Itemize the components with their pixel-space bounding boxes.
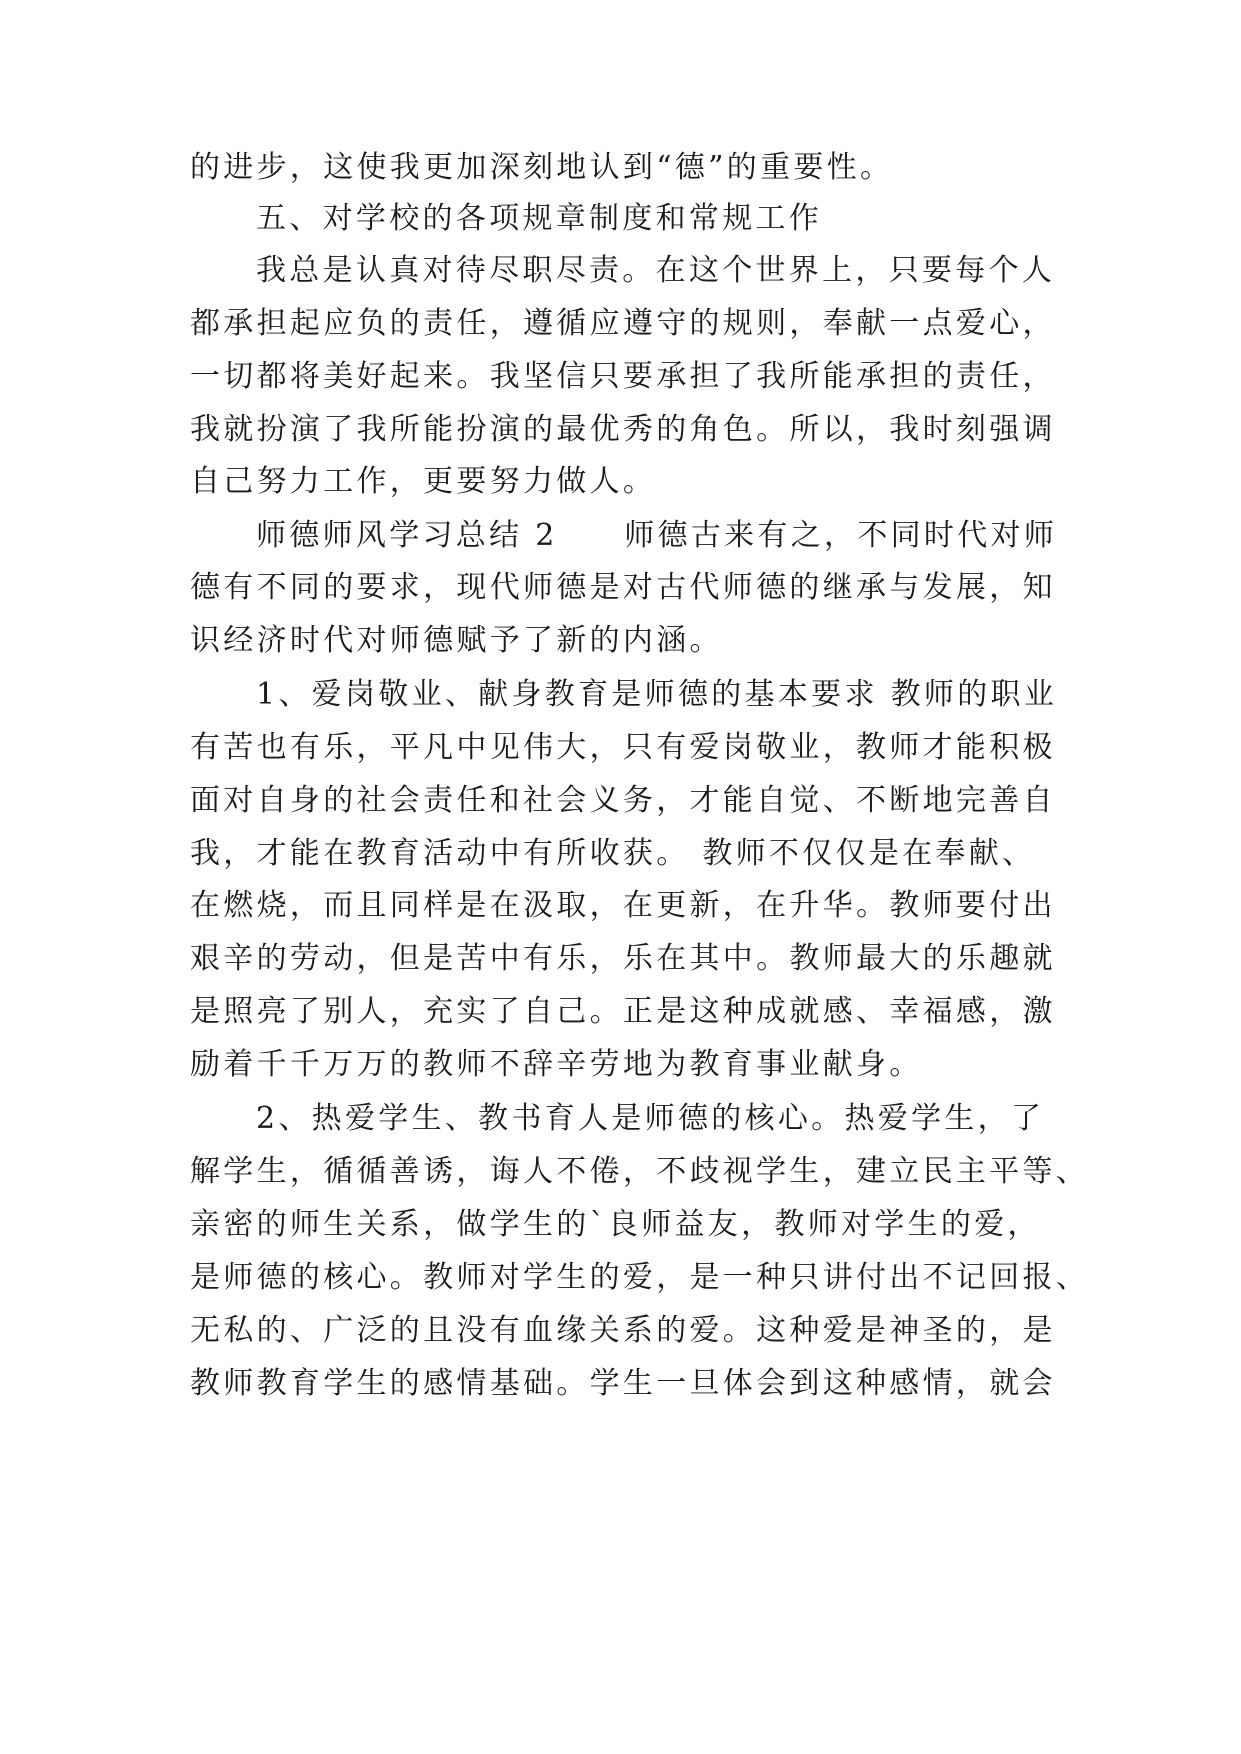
section-heading-summary-2: 师德师风学习总结 2 师德古来有之，不同时代对师: [256, 518, 1058, 553]
text-line-22: 是师德的核心。教师对学生的爱，是一种只讲付出不记回报、: [190, 1260, 1090, 1295]
text-line-9: 德有不同的要求，现代师德是对古代师德的继承与发展，知: [190, 570, 1056, 605]
text-line-17: 是照亮了别人，充实了自己。正是这种成就感、幸福感，激: [190, 994, 1056, 1029]
text-line-3: 我总是认真对待尽职尽责。在这个世界上，只要每个人: [256, 253, 1056, 288]
text-line-20: 解学生，循循善诱，诲人不倦，不歧视学生，建立民主平等、: [190, 1154, 1090, 1189]
text-line-7: 自己努力工作，更要努力做人。: [190, 464, 657, 499]
text-line-14: 我，才能在教育活动中有所收获。 教师不仅仅是在奉献、: [190, 836, 1036, 871]
text-line-1: 的进步，这使我更加深刻地认到“德”的重要性。: [190, 150, 894, 185]
text-line-10: 识经济时代对师德赋予了新的内涵。: [190, 623, 723, 658]
text-line-18: 励着千千万万的教师不辞辛劳地为教育事业献身。: [190, 1047, 923, 1082]
text-line-23: 无私的、广泛的且没有血缘关系的爱。这种爱是神圣的，是: [190, 1313, 1056, 1348]
point-1-heading: 1、爱岗敬业、献身教育是师德的基本要求 教师的职业: [256, 677, 1058, 712]
text-line-15: 在燃烧，而且同样是在汲取，在更新，在升华。教师要付出: [190, 888, 1056, 923]
text-line-12: 有苦也有乐，平凡中见伟大，只有爱岗敬业，教师才能积极: [190, 730, 1056, 765]
text-line-6: 我就扮演了我所能扮演的最优秀的角色。所以，我时刻强调: [190, 412, 1056, 447]
text-line-16: 艰辛的劳动，但是苦中有乐，乐在其中。教师最大的乐趣就: [190, 941, 1056, 976]
point-2-heading: 2、热爱学生、教书育人是师德的核心。热爱学生，了: [256, 1101, 1045, 1136]
text-line-21: 亲密的师生关系，做学生的`良师益友，教师对学生的爱，: [190, 1207, 1041, 1242]
text-line-13: 面对自身的社会责任和社会义务，才能自觉、不断地完善自: [190, 783, 1056, 818]
text-line-4: 都承担起应负的责任，遵循应遵守的规则，奉献一点爱心，: [190, 306, 1056, 341]
text-line-24: 教师教育学生的感情基础。学生一旦体会到这种感情，就会: [190, 1366, 1056, 1401]
text-line-5: 一切都将美好起来。我坚信只要承担了我所能承担的责任，: [190, 359, 1056, 394]
section-heading-rules: 五、对学校的各项规章制度和常规工作: [256, 201, 823, 236]
